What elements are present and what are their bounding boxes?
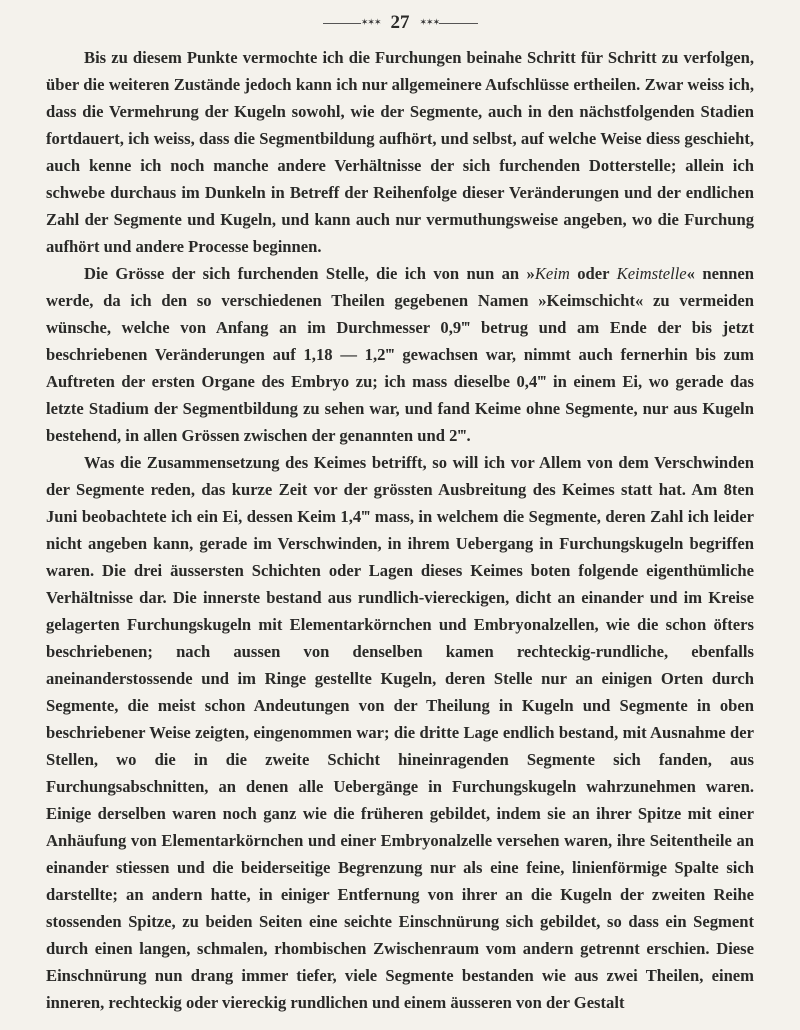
page-number: 27 [390, 12, 410, 33]
ornament-rule-left [323, 23, 361, 24]
paragraph-1 [46, 44, 754, 260]
ornament-cluster-right: ✶✶✶ [419, 17, 440, 28]
ornament-left [323, 19, 381, 28]
italic-term: Keimstelle [616, 264, 687, 283]
text-run: Was die Zusammensetzung des Keimes betrifft, so will ich vor Allem von dem Verschwinden der Segmente reden, das kurze Zeit vor der grössten Ausbreitung des Keimes statt hat. Am 8ten Juni beobachtete ich ein Ei, dessen Keim 1,4‴ mass, in welchem die Segmente, deren Zahl ich leider nicht angeben kann, gerade im Verschwinden, in ihrem Uebergang in Furchungskugeln begriffen waren. Die drei äussersten Schichten oder Lagen dieses Keimes boten folgende eigenthümliche Verhältnisse dar. Die innerste bestand aus rundlich-viereckigen, dicht an einander und im Kreise gelagerten Furchungskugeln mit Elementarkörnchen und Embryonalzellen, wie die schon öfters beschriebenen; nach aussen von denselben kamen rechteckig-rundliche, ebenfalls aneinanderstossende und im Ringe gestellte Kugeln, deren Stelle nur an einigen Orten durch Segmente, die meist schon Andeutungen von der Theilung in Kugeln und Segmente in oben beschriebener Weise zeigten, eingenommen war; die dritte Lage endlich bestand, mit Ausnahme der Stellen, wo die in die zweite Schicht hineinragenden Segmente sich fanden, aus Furchungsabschnitten, an denen alle Uebergänge in Furchungskugeln wahrzunehmen waren. Einige derselben waren noch ganz wie die früheren gebildet, indem sie an ihrer Spitze mit einer Anhäufung von Elementarkörnchen und einer Embryonalzelle versehen waren, ihre Seitentheile an einander stiessen und die beiderseitige Begrenzung nur als eine feine, linienförmige Spalte sich darstellte; an andern hatte, in einiger Entfernung von ihrer an die Kugeln der zweiten Reihe stossenden Spitze, zu beiden Seiten eine seichte Einschnürung sich gebildet, so dass ein Segment durch einen langen, schmalen, rhombischen Zwischenraum vom andern getrennt erschien. Diese Einschnürung nun drang immer tiefer, viele Segmente bestanden wie aus zwei Theilen, einem inneren, rechteckig oder viereckig rundlichen und einem äusseren von der Gestalt [46, 453, 754, 1012]
text-run: oder [569, 264, 617, 283]
paragraph-3 [46, 449, 754, 1016]
text-run: Bis zu diesem Punkte vermochte ich die Furchungen beinahe Schritt für Schritt zu verfolgen, über die weiteren Zustände jedoch kann ich nur allgemeinere Aufschlüsse ertheilen. Zwar weiss ich, dass die Vermehrung der Kugeln sowohl, wie der Segmente, auch in den nächstfolgenden Stadien fortdauert, ich weiss, dass die Segmentbildung aufhört, und selbst, auf welche Weise diess geschieht, auch kenne ich noch manche andere Verhältnisse der sich furchenden Dotterstelle; allein ich schwebe durchaus im Dunkeln in Betreff der Reihenfolge dieser Veränderungen und der endlichen Zahl der Segmente und Kugeln, und kann auch nur vermuthungsweise angeben, wo die Furchung aufhört und andere Processe beginnen. [46, 48, 754, 256]
page-header [46, 8, 754, 38]
document-body [46, 44, 754, 1016]
text-run: Die Grösse der sich furchenden Stelle, die ich von nun an » [84, 264, 535, 283]
ornament-cluster-left: ✶✶✶ [360, 17, 381, 28]
ornament-rule-right [439, 23, 477, 24]
ornament-right [420, 19, 478, 28]
paragraph-2 [46, 260, 754, 449]
text-run: « nennen werde, da ich den so verschiedenen Theilen gegebenen Namen »Keimschicht« zu vermeiden wünsche, welche von Anfang an im Durchmesser 0,9‴ betrug und am Ende der bis jetzt beschriebenen Veränderungen auf 1,18 — 1,2‴ gewachsen war, nimmt auch fernerhin bis zum Auftreten der ersten Organe des Embryo zu; ich mass dieselbe 0,4‴ in einem Ei, wo gerade das letzte Stadium der Segmentbildung zu sehen war, und fand Keime ohne Segmente, nur aus Kugeln bestehend, in allen Grössen zwischen der genannten und 2‴. [46, 264, 755, 445]
italic-term: Keim [534, 264, 570, 283]
